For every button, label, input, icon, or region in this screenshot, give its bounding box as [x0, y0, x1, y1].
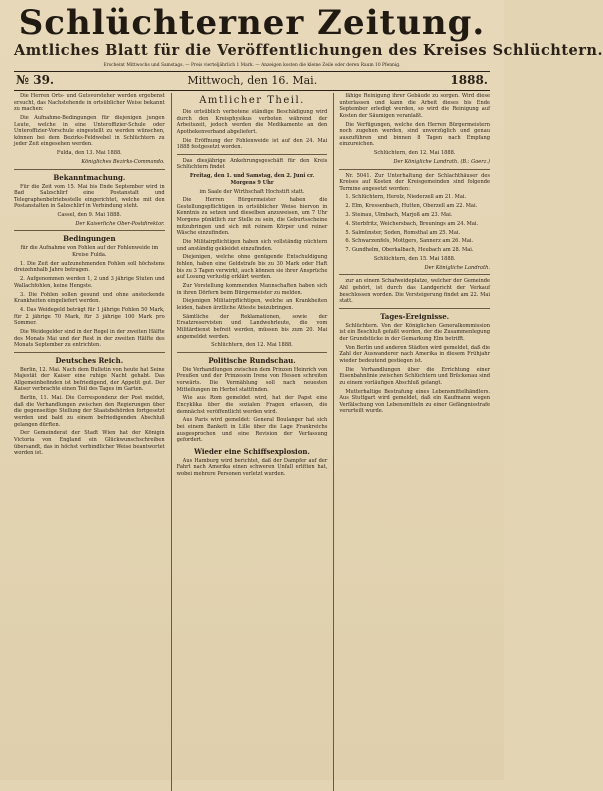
section-heading: Deutsches Reich.: [55, 355, 124, 365]
notice-text: Für die Zeit vom 15. Mai bis Ende September wird in Bad Salzschlirf eine Postanstalt und Telegraphenbetriebsstelle eingerichtet, welche mit den Postanstalten in Salzschlirf in Verbindung steht.: [14, 183, 165, 210]
list-item: 1. Die Zeit der aufzunehmenden Fohlen soll höchstens dreizehnhalb Jahre betragen.: [14, 260, 165, 274]
article-text: Der Gemeinderat der Stadt Wien hat der Königin Victoria von England ein Glückwunschschreiben übersandt, das in höchst verbindlicher Weise beantwortet worden ist.: [14, 430, 165, 457]
notice-text: zur an einem Schafweideplatze, welcher der Gemeinde Ahl gehört, ist durch das Landgericht der Verkauf beschlossen worden. Die Versteigerung findet am 22. Mai statt.: [339, 278, 491, 305]
notice-place: Schlüchtern, den 12. Mai 1888.: [211, 342, 293, 349]
notice-text: Diejenigen, welche ohne genügende Entschuldigung fehlen, haben eine Geldstrafe bis zu 30 Mark oder Haft bis zu 3 Tagen verwirkt, auch können sie ihrer Ansprüche auf Losung verlustig erklärt werden.: [176, 254, 328, 281]
notice-text: Die ortsüblich verbotene ständige Beschädigung wird durch den Kreisphysikus verboten während der Arbeitszeit, jedoch werden die Medikamente an den Apothekenverband abgeliefert.: [176, 109, 328, 135]
notice-text: Die Verfügungen, welche den Herren Bürgermeistern noch zugehen werden, sind unverzüglich und genau auszuführen und binnen 8 Tagen nach Empfang einzureichen.: [339, 121, 491, 148]
article-text: Berlin, 11. Mai. Die Correspondenz der Post meldet, daß die Verhandlungen zwischen den Regierungen über die gegenseitige Stellung der Staatsbehörden fortgesetzt werden und bald zu einem befriedigenden Abschluß gelangen dürften.: [14, 395, 165, 428]
divider: [14, 230, 165, 231]
divider: [339, 308, 490, 309]
notice-text: Sämtliche der Reklamationen, sowie der Ersatzreservisten und Landwehrleute, die vom Militärdienst befreit werden, müssen bis zum 20. Mai angemeldet werden.: [176, 313, 328, 340]
section-heading: Tages-Ereignisse.: [380, 311, 450, 321]
notice-place: Cassel, den 9. Mai 1888.: [57, 212, 122, 219]
column-left: [14, 93, 165, 791]
article-text: Die Verhandlungen zwischen dem Prinzen Heinrich von Preußen und der Prinzessin Irene von Hessen schreiten vorwärts. Die Vermählung soll nach neuesten Mitteilungen im Herbst stattfinden.: [176, 366, 328, 393]
list-item: 6. Schwarzenfels, Mottgers, Sannerz am 26. Mai.: [345, 238, 474, 245]
article-text: Aus Hamburg wird berichtet, daß der Dampfer auf der Fahrt nach Amerika einen schweren Unfall erlitten hat, wobei mehrere Personen verletzt wurden.: [176, 457, 328, 477]
issue-bar: [14, 72, 490, 89]
section-heading: Wieder eine Schiffsexplosion.: [194, 446, 310, 456]
list-item: 7. Gundhelm, Oberkalbach, Heubach am 28. Mai.: [345, 247, 474, 254]
notice-signature: Königliches Bezirks-Commando.: [81, 158, 165, 165]
section-subheading: für die Aufnahme von Fohlen auf der Fohlenweide im Kreise Fulda.: [20, 245, 159, 259]
list-item: 5. Salmünster, Soden, Romsthal am 25. Mai.: [345, 229, 461, 236]
article-text: Wie aus Rom gemeldet wird, hat der Papst eine Encyklika über die sozialen Fragen erlassen, die demnächst veröffentlicht werden wird.: [176, 395, 328, 415]
masthead-subtitle: Amtliches Blatt für die Veröffentlichungen des Kreises Schlüchtern.: [14, 42, 603, 59]
issue-year: 1888.: [450, 73, 488, 87]
notice-signature: Der Königliche Landrath.: [424, 264, 491, 271]
notice-text: Diejenigen Militairpflichtigen, welche an Krankheiten leiden, haben ärztliche Atteste beizubringen.: [176, 298, 328, 311]
column-middle: [171, 93, 328, 791]
article-text: Mutterhaltige Bestrafung eines Lebensmittelhändlers. Aus Stuttgart wird gemeldet, daß ein Kaufmann wegen Verfälschung von Lebensmitteln zu einer Gefängnisstrafe verurteilt wurde.: [339, 388, 491, 415]
issue-number: № 39.: [16, 73, 55, 87]
notice-place: Schlüchtern, den 15. Mai 1888.: [373, 255, 456, 262]
official-section-title: Amtlicher Theil.: [199, 95, 305, 106]
article-columns: [14, 93, 490, 791]
notice-signature: Der Königliche Landrath. (B.: Goerz.): [393, 158, 491, 165]
divider: [177, 352, 328, 353]
notice-text: Nr. 5041. Zur Unterhaltung der Schlachthäuser des Kreises auf Kosten der Kreisgemeinden sind folgende Termine angesetzt worden:: [339, 172, 491, 192]
article-text: Von Berlin und anderen Städten wird gemeldet, daß die Zahl der Auswanderer nach Amerika in diesem Frühjahr wieder bedeutend gestiegen ist.: [339, 344, 491, 364]
divider: [14, 169, 165, 170]
article-text: Berlin, 12. Mai. Nach dem Bulletin von heute hat Seine Majestät der Kaiser eine ruhige Nacht gehabt. Das Allgemeinbefinden ist befriedigend, der Appetit gut. Der Kaiser verbrachte einen Teil des Tages im Garten.: [14, 366, 165, 393]
notice-date-bold: Freitag, den 1. und Samstag, den 2. Juni cr. Morgens 9 Uhr: [189, 173, 315, 186]
list-item: 3. Steinau, Ulmbach, Marjoß am 23. Mai.: [345, 212, 453, 219]
article-text: Schlüchtern. Von der Königlichen Generalkommission ist ein Beschluß gefaßt worden, der die Zusammenlegung der Grundstücke in der Gemarkung Elm betrifft.: [339, 322, 491, 342]
article-text: Aus Paris wird gemeldet: General Boulanger hat sich bei einem Bankett in Lille über die Lage Frankreichs ausgesprochen und eine Revision der Verfassung gefordert.: [176, 417, 328, 444]
list-item: 2. Elm, Kressenbach, Hutten, Oberzell am 22. Mai.: [345, 203, 478, 210]
list-item: 4. Das Weidegeld beträgt für 1 jährige Fohlen 50 Mark, für 2 jährige 70 Mark, für 3 jährige 100 Mark pro Sommer.: [14, 306, 165, 327]
notice-text: Die Eröffnung der Fohlenweide ist auf den 24. Mai 1888 festgesetzt worden.: [176, 137, 328, 151]
section-heading: Politische Rundschau.: [208, 355, 296, 365]
notice-text: Das diesjährige Ankehrungsgeschäft für den Kreis Schlüchtern findet: [176, 157, 328, 171]
notice-place: Schlüchtern, den 12. Mai 1888.: [373, 150, 456, 157]
list-item: 2. Aufgenommen werden 1, 2 und 3 jährige Stuten und Wallachfohlen, keine Hengste.: [14, 276, 165, 289]
column-right: [333, 93, 490, 791]
publication-info: Erscheint Mittwochs und Samstags. — Preis vierteljährlich 1 Mark. — Anzeigen kosten die kleine Zeile oder deren Raum 10 Pfennig.: [103, 63, 401, 68]
list-item: 1. Schlüchtern, Herolz, Niederzell am 21. Mai.: [345, 194, 467, 201]
notice-text: Die Herren Bürgermeister haben die Gestellungspflichtigen in ortsüblicher Weise hiervon in Kenntnis zu setzen und dieselben anzuweisen, um 7 Uhr Morgens pünktlich zur Stelle zu sein, die Geburtsscheine mitzubringen und sich mit reinem Körper und reiner Wäsche einzufinden.: [176, 197, 328, 237]
notice-place: im Saale der Wirthschaft Hochstift statt.: [199, 188, 305, 195]
section-heading: Bedingungen: [63, 234, 116, 244]
issue-rule: [14, 90, 490, 91]
notice-signature: Der Kaiserliche Ober-Postdirektor.: [75, 220, 165, 227]
notice-text: Die Aufnahme-Bedingungen für diejenigen jungen Leute, welche in eine Unteroffizier-Schule oder Unteroffizier-Vorschule eingestellt zu werden wünschen, können bei dem Bezirks-Feldwebel in Schlüchtern zu jeder Zeit eingesehen werden.: [14, 114, 165, 148]
masthead-title: Schlüchterner Zeitung.: [18, 3, 486, 43]
divider: [339, 274, 490, 275]
divider: [177, 154, 328, 155]
notice-text: Die Militairpflichtigen haben sich vollständig nüchtern und anständig gekleidet einzufinden.: [176, 239, 328, 252]
list-item: 4. Sterbfritz, Weichersbach, Breunings am 24. Mai.: [345, 220, 479, 227]
notice-intro: Die Herren Orts- und Gutsvorsteher werden ergebenst ersucht, das Nachstehende in ortsüblicher Weise bekannt zu machen:: [14, 93, 165, 113]
notice-text: fähige Reinigung ihrer Gebäude zu sorgen. Wird diese unterlassen und kann die Arbeit dieses bis Ende September erledigt werden, so wird die Reinigung auf Kosten der Säumigen veranlaßt.: [339, 93, 491, 119]
section-heading: Bekanntmachung.: [53, 172, 126, 182]
divider: [14, 352, 165, 353]
list-item: 3. Die Fohlen sollen gesund und ohne ansteckende Krankheiten eingeliefert werden.: [14, 291, 165, 305]
issue-date: Mittwoch, den 16. Mai.: [187, 74, 318, 87]
article-text: Die Verhandlungen über die Errichtung einer Eisenbahnlinie zwischen Schlüchtern und Brückenau sind zu einem vorläufigen Abschluß gelangt.: [339, 366, 491, 386]
notice-text: Die Weidegelder sind in der Regel in der zweiten Hälfte des Monats Mai und der Rest in der zweiten Hälfte des Monats September zu entrichten.: [14, 328, 165, 349]
notice-place: Fulda, den 13. Mai 1888.: [56, 150, 122, 157]
notice-text: Zur Vorstellung kommenden Mannschaften haben sich in ihren Dörfern beim Bürgermeister zu melden.: [176, 282, 328, 296]
divider: [339, 169, 490, 170]
